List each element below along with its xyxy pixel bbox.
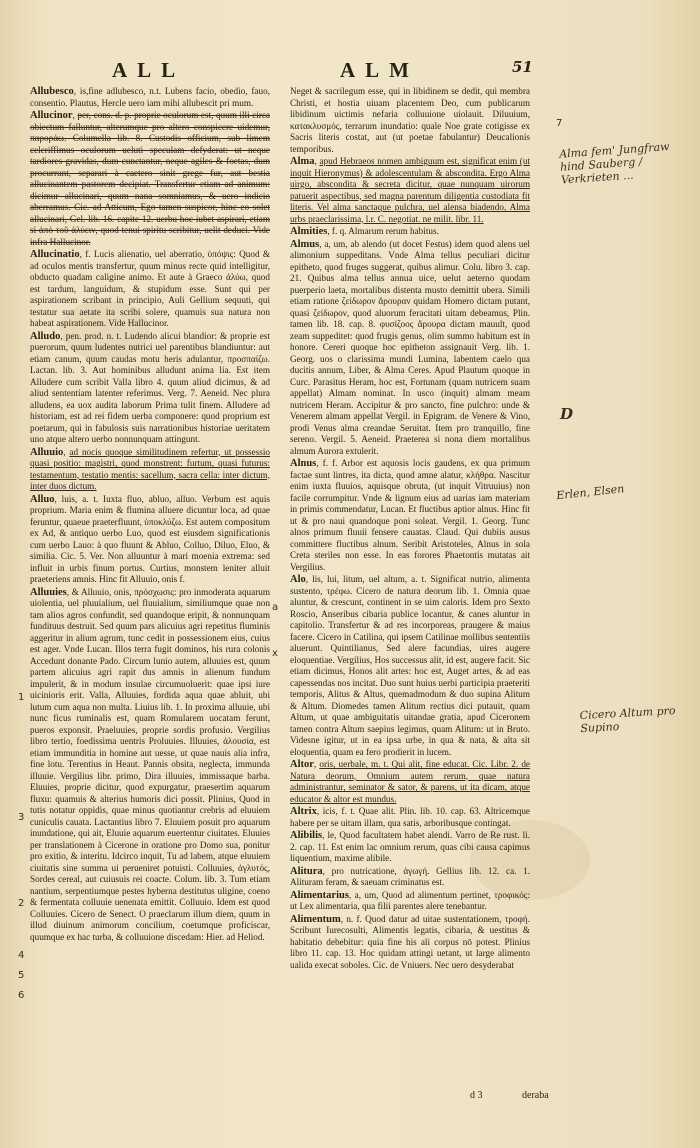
- entry-text: a, um, ab alendo (ut docet Festus) idem quod alens uel alimonium suppeditans. Vnde Alma tellus peculiari dicitur epitheto, quod fruges suggerat, quibus alimur. Colu. libro 3. cap. 21. Quibus alma tellus annua uice, uelut aeterno quodam puerperio laeta, mortalibus distenta musto demittit ubera. Simili etiam ratione ζείδωρον ἄρουραν quidam Homero dictam putant, quasi ζείδωρον, quod aluorum feracitati uitam debeamus, Plin. tamen lib. 18. cap. 8. φυσίζοος ἄρουρα dictam mauult, quod zeam suppeditet: quod frugis genus, olim summo habitum est in honore. Cereri quoque hoc epitheton assignauit Verg. lib. 1. Georg. uos o clarissima mundi Lumina, labentem caelo qua ducitis annum, Liber, & Alma Ceres. Apud Plautum quoque in Curc. Parasitus Heram, hoc est, Fortunam (quam nutricem suam appellat) Almam nominat. In usco (inquit) almam meam nutricem Heram. Accipitur & pro sancto, fine pulchro: unde & Venerem almam appellat Vergil. in Epigram. de Venere & Vino, prodi Venus alma creandae Seruitat. Item pro tranquillo, fine sereno. Vergil. 5. Aeneid. Praeterea si nona diem mortalibus almum Aurora extulerit.: [290, 238, 530, 456]
- handwritten-note-alnus: Erlen, Elsen: [555, 482, 625, 503]
- dictionary-entry: Allubesco, is,fine adlubesco, n.t. Lubens facio, obedio, fauo, consentio. Plautus, Hercle uero iam mihi allubescit pri mum.: [30, 86, 270, 108]
- handwritten-note-alma: Alma fem' Jungfraw hind Sauberg / Verkrieten ...: [558, 140, 670, 187]
- gutter-mark: 4: [18, 950, 25, 961]
- headword: Alimentarius: [290, 889, 349, 901]
- entry-text: is,fine adlubesco, n.t. Lubens facio, obedio, fauo, consentio. Plautus, Hercle uero iam mihi allubescit pri mum.: [30, 86, 270, 108]
- entry-text: icis, f. t. Quae alit. Plin. lib. 10. cap. 63. Altricemque habere per se uitam illam, qua satis, arboribusque contingat.: [290, 806, 530, 828]
- headword: Allubesco: [30, 86, 74, 97]
- page-number: 51: [512, 58, 533, 76]
- entry-text: a, um, Quod ad alimentum pertinet, τροφικός: ut Lex alimentaria, qua filii parentes alere tenebantur.: [290, 889, 531, 911]
- handwritten-letter-d: D: [560, 405, 574, 423]
- headword: Allucinor: [30, 110, 73, 121]
- entry-text: le, Quod facultatem habet alendi. Varro de Re rust. li. 2. cap. 11. Est enim lac omnium rerum, quas cibi causa capimus liquentium, maxime alibile.: [290, 830, 530, 863]
- dictionary-entry: Almities, f. q. Almarum rerum habitus.: [290, 226, 439, 237]
- dictionary-entry: Alluuies, & Alluuio, onis, πρόσχωσις: pro inmoderata aquarum uiolentia, uel pluuialium, uel fluuialium, similiumque quae non tam alios agros confundit, sed quandoque eripit, & nonnunquam fundituus destruit. Sed quum pars alicuius agri repetitus fluminis aggeritur in alium agrum, tunc cedit in possessionem eius, cuius est ager. Vnde Lucan. Illos terra fugit dominos, his rura colonis Accedunt donante Pado. Circum lunio autem, alluuies est, quum partem alicuius agri rapit dus amnis in alienum fundum impulerit, & in modum insulae circumuoluerit: quae ipsi iure uicinioris erit. Valla, Alluuies, fordida aqua quae abluit, ubi lutum cum aqua non multa. Liuius lib. 1. In proxima alluuie, ubi nunc ficus ruminalis est, quam Romularem uocatam ferunt, pueros exponsit. Praeluuies, proprie sordis profusio. Vergilius libro tertio, foedissima uentris Proluuies. Illuuies, ἀλουσία, est etiam immunditia in homine aut uesse, ut quae nauis alia infra, fine lotu. Terentius in Heaut. Pannis obsita, neglecta, immunda illuuie. Vergilius libr. primo, Dira illuuies, immissaque barba. Eluuies, proprie dicitur, quod expurgatur, praesertim aquarum fluxu: quamuis & alterius humoris dici possit. Plinius, Quod in tutis notatur oppidis, quae minus quotiantur crebris ad eluuiem cuniculis cauata. Lactantius libro 7. Eluuiem posuit pro aquarum inundatione, qui ait, Eluuie aquarum euertentur ciuitates. Eluuies per translationem à Cicerone in oratione pro Domo sua, ponitur pro exitio, & interitu. Idcirco inquit, Tu ad labem, atque eluuiem ciuitatis sine summa ui perueniret potuisti. Colluuies, ἀγλυτός, Sordes cereal, aut cuiusuis rei coacte. Colum. lib. 3. Tum etiam nantium, serpentiumque pestes hyberna destitutus uligine, coeno & fermentata colluuie uenenata emittit. Colluuio. Idem est quod Colluuies. Cicero de Senect. O praeclarum illum diem, quum in illud diuinum animorum concilium, coetumque proficiscar, quumque ex hac turba, & colluuione discedam: Hier. ad Heliod.: [30, 586, 271, 942]
- dictionary-entry: Allucinor, per, cons. d. p. proprie oculorum est, quum illi circa obiectum falluntur, alterumque pro altero conspicere uidemur, παροράω. Columella lib. 8. Custodis officium, sub limem celeriffimus oculorum ueluti speculam defyderat: ut neque tardiores gravidas, dum cunctantur, neque agiles & foetas, dum procurrunt, separari à caetero sinit grege fur, aut bestia allucinantem pastorem decipiat. Transfertur etiam ad animum: dicimur allucinari, quum nana somniamus, & uero indicio aberramus. Cic. ad Atticum, Ego tamen suspicor, hinc eo solet allucinari, Gel. lib. 16. capite 12. uerbu hoc iubet aspirari, etiam si ἀπὸ τοῦ ἀλύειν, quod tenui spiritu scribitur, uelit deduci. Vide infra Hallucinor.: [30, 110, 270, 247]
- gutter-mark: 7: [556, 118, 563, 129]
- gutter-mark: x: [272, 648, 278, 659]
- dictionary-entry: [290, 86, 530, 155]
- headword: Alitura: [290, 865, 323, 877]
- dictionary-entry: Alitura, pro nutricatione, ἀγωγή. Gellius lib. 12. ca. 1. Alituram feram, & saeuam criminatus est.: [290, 865, 531, 887]
- dictionary-entry: Almus, a, um, ab alendo (ut docet Festus) idem quod alens uel alimonium suppeditans. Vnde Alma tellus peculiari dicitur epitheto, quod fruges suggerat, quibus alimur. Colu. libro 3. cap. 21. Quibus alma tellus annua uice, uelut aeterno quodam puerperio laeta, mortalibus distenta musto demittit ubera. Simili etiam ratione ζείδωρον ἄρουραν quidam Homero dictam putant, quasi ζείδωρον, quod aluorum feracitati uitam debeamus, Plin. tamen lib. 18. cap. 8. φυσίζοος ἄρουρα dictam mauult, quod zeam suppeditet: quod frugis genus, olim summo habitum est in honore. Cereri quoque hoc epitheton assignauit Verg. lib. 1. Georg. uos o clarissima mundi Lumina, labentem caelo qua ducitis annum, Liber, & Alma Ceres. Apud Plautum quoque in Curc. Parasitus Heram, hoc est, Fortunam (quam nutricem suam appellat) Almam nominat. In usco (inquit) almam meam nutricem Heram. Accipitur & pro sancto, fine pulchro: unde & Venerem almam appellat Vergil. in Epigram. de Venere & Vino, prodi Venus alma creandae Seruitat. Item pro tranquillo, fine sereno. Vergil. 5. Aeneid. Praeterea si nona diem mortalibus almum Aurora extulerit.: [290, 238, 530, 456]
- headword: Almus: [290, 238, 320, 250]
- dictionary-entry: Alimentum, n. f. Quod datur ad uitae sustentationem, τροφή. Scribunt Iurecosulti, Alimentis legatis, cibaria, & uestitus & habitatio debebitur: quia fine his ali corpus nō potest. Plinius libro 11. cap. 13. Hoc quidam attingi uetant, ut large alimento ualida execat soboles. Cic. de Vniuers. Nec uero desyderabat: [290, 913, 530, 970]
- headword: Alo: [290, 574, 306, 585]
- dictionary-entry: Alma, apud Hebraeos nomen ambiguum est, significat enim (ut inquit Hieronymus) & adolescentulam & abscondita. Ergo Alma uirgo, abscondita & secreta dicitur, quae nunquam uirorum patuerit aspectibus, sed magna parentum diligentia custodiata fit literis. Vel alma sanctaque pulchra, uel alensa biadendo, Alma urbs praeclarissima, l.r. C. negotiat. ne milit. libr. 11.: [290, 156, 531, 224]
- dictionary-entry: Alnus, f. f. Arbor est aquosis locis gaudens, ex qua primum factae sunt lintres, ita dicta, quod amne alatur, κλήθρα. Nascitur enim iuxta fluuios, aquisque obruta, (ut inquit Vitruuius) non facile corrumpitur. Vnde & lignum eius ad uarias iam materiam in primis commendatur, Lucan. Et fluctibus aptior alnus. Hinc fit ut & pro naui quandoque poni soleat. Vergil. 1. Georg. Tunc alnos primum fluuii fensere cauatas. Claud. Qui dubiis ausus committere fluctibus alnum. Seribit Aristoteles, Alnus in sola Creta steriles non esse. In eas forores Phaetontis mutatas ait Vergilius.: [290, 458, 531, 572]
- entry-text: pen. prod. n. t. Ludendo alicui blandior: & proprie est puerorum, quum ludentes nutrici uel parentibus blandiuntur: aut etiam canum, quum caudas motu heris adulantur, προσπαίζω. Lactan. lib. 3. Aut hominibus alludunt anima lia. Est item Alludere cum scribit Valla libro 4. quum aliud dicimus, & ad aliud sententiam latenter referimus. Verg. 7. Aeneid. Nec plura alludens, ea uox audita laborum Prima tulit finem. Alludere ad historiam, est ad rei fidem uerba componere: quod proprium est poetarum, qui in fabulosis suis narrationibus historiae ueritatem uno atque altero uerbo nonnunquam attingunt.: [30, 330, 270, 444]
- gutter-mark: 2: [18, 898, 25, 909]
- entry-text: ad nocis quoque similitudinem refertur, ut possessio quasi positio: magistri, quod monstrent: furtum, quasi futurus: testamentum, testatio mentis: sacellum, sacra cella: inter dictum, inter duos dictum.: [30, 446, 271, 491]
- running-head-left: ALL: [112, 58, 186, 82]
- gutter-mark: 1: [18, 692, 25, 703]
- running-head-right: ALM: [340, 58, 419, 82]
- catchword: deraba: [522, 1090, 549, 1101]
- entry-text: f. f. Arbor est aquosis locis gaudens, ex qua primum factae sunt lintres, ita dicta, quod amne alatur, κλήθρα. Nascitur enim iuxta fluuios, aquisque obruta, (ut inquit Vitruuius) non facile corrumpitur. Vnde & lignum eius ad uarias iam materiam in primis commendatur, Lucan. Et fluctibus aptior alnus. Hinc fit ut & pro naui quandoque poni soleat. Vergil. 1. Georg. Tunc alnos primum fluuii fensere cauatas. Claud. Qui dubiis ausus committere fluctibus alnum. Seribit Aristoteles, Alnus in sola Creta steriles non esse. In eas forores Phaetontis mutatas ait Vergilius.: [290, 458, 531, 572]
- entry-text: Neget & sacrilegum esse, qui in libidinem se dedit, qui membra Christi, et hostia uiuam placentem Deo, cum publicarum libidinum uictimis nefaria colluuione uiolauit. Diluuium, κατακλυσμός, terrarum inundatio: quale Noe grate cotigisse ex Sacris literis costat, aut (ut poetae fabulantur) Deucalionis temporibus.: [290, 86, 530, 154]
- headword: Altor: [290, 759, 314, 770]
- entry-text: oris, uerbale, m. t. Qui alit, fine educat. Cic. Libr. 2. de Natura deorum, Omnium autem rerum, quae natura administrantur, seminator & sator, & parens, ut ita dicam, atque educator & altor est mundus.: [290, 759, 530, 804]
- entry-text: luis, a. t. Iuxta fluo, abluo, alluo. Verbum est aquis proprium. Maria enim & flumina alluere dicuntur loca, ad quae feruntur, quaeue praeterfluunt, ὑποκλύζω. Est autem compositum ex Ad, & antiquo uerbo Luo, quod est eiusdem significationis cum uerbo Lauo: à quo fluunt & Abluo, Colluo, Diluo, Eluo, & similia. Cic. 5. Ver. Non alluuntur à mari moenia extrema: sed influit in urbis finum portus. Curtius, monstem leniter alluit praeteriens amnis. Hinc fit Alluuio, onis f.: [30, 493, 271, 584]
- dictionary-entry: Altrix, icis, f. t. Quae alit. Plin. lib. 10. cap. 63. Altricemque habere per se uitam illam, qua satis, arboribusque contingat.: [290, 806, 530, 828]
- handwritten-note-cicero: Cicero Altum pro Supino: [579, 704, 676, 736]
- right-column: [290, 86, 530, 972]
- headword: Altrix: [290, 806, 317, 817]
- dictionary-entry: Allucinatio, f. Lucis alienatio, uel aberratio, ὑπόψις: Quod & ad oculos mentis transfertur, quum minus recte quid intelligitur, obducto quadam caligine animo. Et aute à Graeco ἀλύω, quod est tardum, languidum, & stupidum esse. Sunt qui per aspirationem scribant in principio, Auli Gellium sequuti, qui testatur sua aetate ita scribi solere, quamuis sua natura non habeat aspirationem. Vide Hallucinor.: [30, 249, 270, 328]
- left-column: [30, 86, 270, 944]
- entry-text: n. f. Quod datur ad uitae sustentationem, τροφή. Scribunt Iurecosulti, Alimentis legatis, cibaria, & uestitus & habitatio debebitur: quia fine his ali corpus nō potest. Plinius libro 11. cap. 13. Hoc quidam attingi uetant, ut large alimento ualida execat soboles. Cic. de Vniuers. Nec uero desyderabat: [290, 913, 530, 970]
- dictionary-entry: Alluuio, ad nocis quoque similitudinem refertur, ut possessio quasi positio: magistri, quod monstrent: furtum, quasi futurus: testamentum, testatio mentis: sacellum, sacra cella: inter dictum, inter duos dictum.: [30, 446, 271, 491]
- headword: Alludo: [30, 330, 61, 342]
- dictionary-entry: Altor, oris, uerbale, m. t. Qui alit, fine educat. Cic. Libr. 2. de Natura deorum, Omnium autem rerum, quae natura administrantur, seminator & sator, & parens, ut ita dicam, atque educator & altor est mundus.: [290, 759, 530, 804]
- gutter-mark: a: [272, 602, 279, 613]
- dictionary-entry: Alo, lis, lui, litum, uel altum, a. t. Significat nutrio, alimenta sustento, τρέφω. Cicero de natura deorum lib. 1. Omnia quae aluntur, & crescunt, continent in se uim caloris. Idem pro Sexto Roscio, Anseribus cibaria publice locantur, & canes aluntur in capitolio. Transfertur & ad res incorporeas, praugere & maius facere. Cicero in Catilina, qui ipsem Catilinae mollibus sententiis aluerunt. Quintilianus, Sed alere facundias, uires augere eloquentiae. Vergilius, Hos successus alit, id est, augere facit. Sic etiam dicimus, Honos alit artes: hoc est, Auget artes, & ad eas capessendas nos incitat. Duo sunt huius uerbi participia praeteriti temporis, Alitus & Altus, quemadmodum & duo supina Alitum & Altum. Diomedes tamen Alitum rectius dici putauit, quam Altum, ut quae ambiguitatis uitandae gratia, apud Ciceronem tamen contra Altum saepius legimus, quam Alitum: ut in Bruto. Videsne igitur, ut in ea ipsa urbe, in qua & nata, & alta sit eloquentia, quam ea fero prodierit in lucem.: [290, 574, 531, 757]
- headword: Almities: [290, 226, 328, 237]
- headword: Alma: [290, 156, 315, 167]
- entry-text: f. q. Almarum rerum habitus.: [331, 226, 439, 236]
- headword: Alluo: [30, 493, 55, 505]
- signature-mark: d 3: [470, 1090, 483, 1101]
- gutter-mark: 3: [18, 812, 25, 823]
- gutter-mark: 6: [18, 990, 25, 1001]
- dictionary-entry: Alimentarius, a, um, Quod ad alimentum pertinet, τροφικός: ut Lex alimentaria, qua filii parentes alere tenebantur.: [290, 889, 531, 911]
- headword: Alibilis: [290, 830, 323, 841]
- headword: Allucinatio: [30, 249, 80, 260]
- entry-text: pro nutricatione, ἀγωγή. Gellius lib. 12. ca. 1. Alituram feram, & saeuam criminatus est.: [290, 865, 531, 887]
- dictionary-entry: Alibilis, le, Quod facultatem habet alendi. Varro de Re rust. li. 2. cap. 11. Est enim lac omnium rerum, quas cibi causa capimus liquentium, maxime alibile.: [290, 830, 530, 863]
- dictionary-entry: Alludo, pen. prod. n. t. Ludendo alicui blandior: & proprie est puerorum, quum ludentes nutrici uel parentibus blandiuntur: aut etiam canum, quum caudas motu heris adulantur, προσπαίζω. Lactan. lib. 3. Aut hominibus alludunt anima lia. Est item Alludere cum scribit Valla libro 4. quum aliud dicimus, & ad aliud sententiam latenter referimus. Verg. 7. Aeneid. Nec plura alludens, ea uox audita laborum Prima tulit finem. Alludere ad historiam, est ad rei fidem uerba componere: quod proprium est poetarum, qui in fabulosis suis narrationibus historiae ueritatem uno atque altero uerbo nonnunquam attingunt.: [30, 330, 270, 444]
- headword: Alluuies: [30, 586, 67, 598]
- gutter-mark: 5: [18, 970, 25, 981]
- dictionary-entry: Alluo, luis, a. t. Iuxta fluo, abluo, alluo. Verbum est aquis proprium. Maria enim & flumina alluere dicuntur loca, ad quae feruntur, quaeue praeterfluunt, ὑποκλύζω. Est autem compositum ex Ad, & antiquo uerbo Luo, quod est eiusdem significationis cum uerbo Lauo: à quo fluunt & Abluo, Colluo, Diluo, Eluo, & similia. Cic. 5. Ver. Non alluuntur à mari moenia extrema: sed influit in urbis finum portus. Curtius, monstem leniter alluit praeteriens amnis. Hinc fit Alluuio, onis f.: [30, 493, 271, 584]
- entry-text: & Alluuio, onis, πρόσχωσις: pro inmoderata aquarum uiolentia, uel pluuialium, uel fluuialium, similiumque quae non tam alios agros confundit, sed quandoque eripit, & nonnunquam fundituus destruit. Sed quum pars alicuius agri repetitus fluminis aggeritur in alium agrum, tunc cedit in possessionem eius, cuius est ager. Vnde Lucan. Illos terra fugit dominos, his rura colonis Accedunt donante Pado. Circum lunio autem, alluuies est, quum partem alicuius agri rapit dus amnis in alienum fundum impulerit, & in modum insulae circumuoluerit: quae ipsi iure uicinioris erit. Valla, Alluuies, fordida aqua quae abluit, ubi lutum cum aqua non multa. Liuius lib. 1. In proxima alluuie, ubi nunc ficus ruminalis est, quam Romularem uocatam ferunt, pueros exponsit. Praeluuies, proprie sordis profusio. Vergilius libro tertio, foedissima uentris Proluuies. Illuuies, ἀλουσία, est etiam immunditia in homine aut uesse, ut quae nauis alia infra, fine lotu. Terentius in Heaut. Pannis obsita, neglecta, immunda illuuie. Vergilius libr. primo, Dira illuuies, immissaque barba. Eluuies, proprie dicitur, quod expurgatur, praesertim aquarum fluxu: quamuis & alterius humoris dici possit. Plinius, Quod in tutis notatur oppidis, quae minus quotiantur crebris ad eluuiem cuniculis cauata. Lactantius libro 7. Eluuiem posuit pro aquarum inundatione, qui ait, Eluuie aquarum euertentur ciuitates. Eluuies per translationem à Cicerone in oratione pro Domo sua, ponitur pro exitio, & interitu. Idcirco inquit, Tu ad labem, atque eluuiem ciuitatis sine summa ui perueniret potuisti. Colluuies, ἀγλυτός, Sordes cereal, aut cuiusuis rei coacte. Colum. lib. 3. Tum etiam nantium, serpentiumque pestes hyberna destitutus uligine, coeno & fermentata colluuie uenenata emittit. Colluuio. Idem est quod Colluuies. Cicero de Senect. O praeclarum illum diem, quum in illud diuinum animorum concilium, coetumque proficiscar, quumque ex hac turba, & colluuione discedam: Hier. ad Heliod.: [30, 586, 271, 942]
- entry-text: per, cons. d. p. proprie oculorum est, quum illi circa obiectum falluntur, alterumque pro altero conspicere uidemur, παροράω. Columella lib. 8. Custodis officium, sub limem celeriffimus oculorum ueluti speculam defyderat: ut neque tardiores gravidas, dum cunctantur, neque agiles & foetas, dum procurrunt, separari à caetero sinit grege fur, aut bestia allucinantem pastorem decipiat. Transfertur etiam ad animum: dicimur allucinari, quum nana somniamus, & uero indicio aberramus. Cic. ad Atticum, Ego tamen suspicor, hinc eo solet allucinari, Gel. lib. 16. capite 12. uerbu hoc iubet aspirari, etiam si ἀπὸ τοῦ ἀλύειν, quod tenui spiritu scribitur, uelit deduci. Vide infra Hallucinor.: [30, 110, 270, 247]
- headword: Alimentum: [290, 913, 341, 925]
- headword: Alluuio: [30, 446, 64, 458]
- entry-text: apud Hebraeos nomen ambiguum est, significat enim (ut inquit Hieronymus) & adolescentulam & abscondita. Ergo Alma uirgo, abscondita & secreta dicitur, quae nunquam uirorum patuerit aspectibus, sed magna parentum diligentia custodiata fit literis. Vel alma sanctaque pulchra, uel alensa biadendo, Alma urbs praeclarissima, l.r. C. negotiat. ne milit. libr. 11.: [290, 156, 531, 224]
- entry-text: lis, lui, litum, uel altum, a. t. Significat nutrio, alimenta sustento, τρέφω. Cicero de natura deorum lib. 1. Omnia quae aluntur, & crescunt, continent in se uim caloris. Idem pro Sexto Roscio, Anseribus cibaria publice locantur, & canes aluntur in capitolio. Transfertur & ad res incorporeas, praugere & maius facere. Cicero in Catilina, qui ipsem Catilinae mollibus sententiis aluerunt. Quintilianus, Sed alere facundias, uires augere eloquentiae. Vergilius, Hos successus alit, id est, augere facit. Sic etiam dicimus, Honos alit artes: hoc est, Auget artes, & ad eas capessendas nos incitat. Duo sunt huius uerbi participia praeteriti temporis, Alitus & Altus, quemadmodum & duo supina Alitum & Altum. Diomedes tamen Alitum rectius dici putauit, quam Altum, ut quae ambiguitatis uitandae gratia, apud Ciceronem tamen contra Altum saepius legimus, quam Alitum: ut in Bruto. Videsne igitur, ut in ea ipsa urbe, in qua & nata, & alta sit eloquentia, quam ea fero prodierit in lucem.: [290, 574, 531, 757]
- headword: Alnus: [290, 458, 317, 469]
- entry-text: f. Lucis alienatio, uel aberratio, ὑπόψις: Quod & ad oculos mentis transfertur, quum minus recte quid intelligitur, obducto quadam caligine animo. Et aute à Graeco ἀλύω, quod est tardum, languidum, & stupidum esse. Sunt qui per aspirationem scribant in principio, Auli Gellium sequuti, qui testatur sua aetate ita scribi solere, quamuis sua natura non habeat aspirationem. Vide Hallucinor.: [30, 249, 270, 328]
